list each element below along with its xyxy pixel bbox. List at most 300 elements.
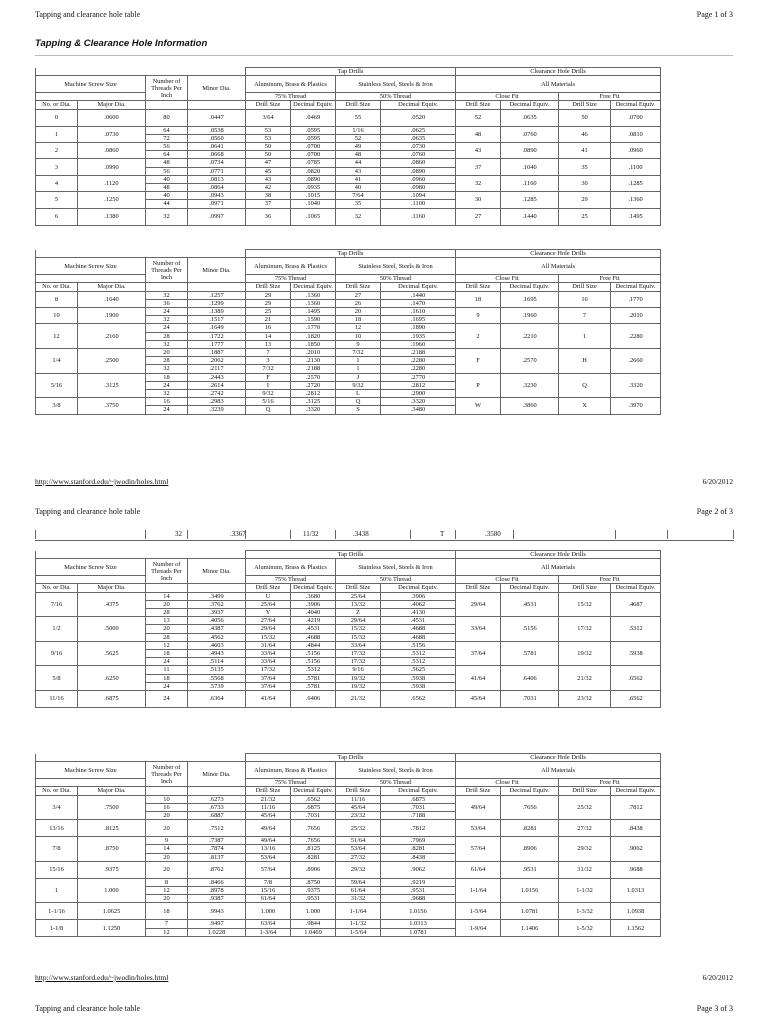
table-row (36, 903, 768, 920)
free-fit-drill-cell: 29/32 (559, 837, 611, 862)
threads-per-inch-cell: 40 (146, 175, 188, 183)
free-fit-drill-cell: 31/32 (559, 861, 611, 878)
close-fit-decimal-cell: .8281 (501, 820, 559, 837)
close-fit-drill-cell: 49/64 (456, 795, 501, 820)
decimal-50-cell: 1.0781 (381, 928, 456, 936)
free-fit-drill-cell: 1-1/32 (559, 878, 611, 903)
minor-dia-cell: .9943 (188, 903, 246, 920)
close-fit-decimal-cell: .2570 (501, 349, 559, 374)
free-fit-drill-cell: H (559, 349, 611, 374)
tap-drill-75-cell: 53 (246, 134, 291, 142)
free-fit-drill-cell: 1 (559, 324, 611, 349)
threads-per-inch-cell: 24 (146, 308, 188, 316)
table-row (36, 324, 768, 332)
decimal-75-cell: .0890 (291, 175, 336, 183)
decimal-50-cell: .1890 (381, 324, 456, 332)
tap-drill-50-cell: 19/32 (336, 674, 381, 682)
machine-screw-size-header: Machine Screw Size (36, 76, 146, 93)
decimal-75-cell: .7656 (291, 837, 336, 845)
minor-dia-header: Minor Dia. (188, 258, 246, 283)
hole-table-1 (35, 67, 768, 226)
decimal-75-cell: .9375 (291, 887, 336, 895)
screw-size-cell: 1/4 (36, 349, 78, 374)
decimal-equiv-header: Decimal Equiv. (291, 787, 336, 795)
decimal-50-cell: .4062 (381, 600, 456, 608)
header-blank (188, 283, 246, 291)
tap-drill-50-cell: 18 (336, 316, 381, 324)
threads-per-inch-cell: 10 (146, 795, 188, 803)
tap-drills-header: Tap Drills (246, 250, 456, 258)
table-row (36, 109, 768, 126)
screw-size-cell: 6 (36, 208, 78, 225)
page-number: Page 2 of 3 (696, 507, 733, 516)
minor-dia-cell: .9387 (188, 895, 246, 903)
minor-dia-cell: .9497 (188, 920, 246, 928)
table-row (36, 398, 768, 406)
close-fit-decimal-cell: .3860 (501, 398, 559, 414)
threads-per-inch-cell: 20 (146, 853, 188, 861)
close-fit-drill-cell: 37/64 (456, 641, 501, 666)
free-fit-decimal-cell: .3320 (611, 373, 661, 398)
close-fit-drill-cell: P (456, 373, 501, 398)
decimal-50-cell: .4688 (381, 625, 456, 633)
tap-drill-75-cell: 13/16 (246, 845, 291, 853)
decimal-equiv-header: Decimal Equiv. (381, 584, 456, 592)
decimal-75-cell: .4688 (291, 633, 336, 641)
major-dia-cell: .9375 (78, 861, 146, 878)
tap-drill-50-cell: 26 (336, 299, 381, 307)
header-row (36, 250, 768, 258)
tap-drill-50-cell: 11/16 (336, 795, 381, 803)
decimal-50-cell: .5938 (381, 674, 456, 682)
header-row (36, 762, 768, 779)
tap-drill-50-cell: Q (336, 398, 381, 406)
page-title: Tapping & Clearance Hole Information (35, 38, 208, 49)
minor-dia-cell: .0943 (188, 192, 246, 200)
tap-drill-50-cell: S (336, 406, 381, 414)
threads-per-inch-cell: 32 (146, 365, 188, 373)
decimal-50-cell: .6562 (381, 691, 456, 708)
decimal-equiv-header: Decimal Equiv. (501, 584, 559, 592)
tap-drill-75-cell: 36 (246, 208, 291, 225)
tap-drill-50-cell: 59/64 (336, 878, 381, 886)
tap-drill-75-cell: 38 (246, 192, 291, 200)
free-fit-decimal-cell: .6562 (611, 691, 661, 708)
tap-drill-75-cell: 47 (246, 159, 291, 167)
machine-screw-size-header: Machine Screw Size (36, 559, 146, 576)
carryover-tpi: 32 (175, 530, 182, 538)
close-fit-decimal-cell: 1.1406 (501, 920, 559, 936)
hole-table-3 (35, 550, 768, 708)
threads-per-inch-cell: 32 (146, 390, 188, 398)
close-fit-header: Close Fit (456, 275, 559, 283)
threads-per-inch-cell: 12 (146, 887, 188, 895)
screw-size-cell: 5/16 (36, 373, 78, 398)
close-fit-drill-cell: 48 (456, 126, 501, 142)
decimal-75-cell: .1360 (291, 299, 336, 307)
threads-per-inch-cell: 28 (146, 357, 188, 365)
minor-dia-cell: .8466 (188, 878, 246, 886)
minor-dia-cell: .4603 (188, 641, 246, 649)
tap-drill-50-cell: 25/64 (336, 592, 381, 600)
threads-per-inch-cell: 20 (146, 349, 188, 357)
free-fit-decimal-cell: .5312 (611, 617, 661, 642)
drill-size-header: Drill Size (246, 584, 291, 592)
free-fit-decimal-cell: .6562 (611, 666, 661, 691)
threads-per-inch-cell: 12 (146, 641, 188, 649)
tap-drill-75-cell: 11/16 (246, 803, 291, 811)
close-fit-decimal-cell: 1.0781 (501, 903, 559, 920)
decimal-75-cell: .5156 (291, 658, 336, 666)
tap-drill-50-cell: 31/32 (336, 895, 381, 903)
threads-per-inch-cell: 56 (146, 167, 188, 175)
aluminum-header: Aluminum, Brass & Plastics (246, 258, 336, 275)
screw-size-cell: 15/16 (36, 861, 78, 878)
tap-drill-50-cell: 9 (336, 340, 381, 348)
source-link[interactable]: http://www.stanford.edu/~jwodin/holes.html (35, 973, 169, 982)
tap-drill-75-cell: Q (246, 406, 291, 414)
tap-drill-50-cell: 23/32 (336, 812, 381, 820)
decimal-75-cell: 1.0469 (291, 928, 336, 936)
clearance-header: Clearance Hole Drills (456, 250, 661, 258)
threads-per-inch-cell: 20 (146, 895, 188, 903)
carryover-dec75: .3438 (353, 530, 369, 538)
decimal-50-cell: .0635 (381, 134, 456, 142)
close-fit-drill-cell: 52 (456, 109, 501, 126)
close-fit-decimal-cell: .0635 (501, 109, 559, 126)
close-fit-drill-cell: 41/64 (456, 666, 501, 691)
thread50-header: 50% Thread (336, 93, 456, 101)
all-materials-header: All Materials (456, 258, 661, 275)
threads-per-inch-cell: 28 (146, 332, 188, 340)
tap-drill-75-cell: 63/64 (246, 920, 291, 928)
free-fit-header: Free Fit (559, 576, 661, 584)
major-dia-cell: .1640 (78, 291, 146, 307)
minor-dia-cell: .0971 (188, 200, 246, 208)
tap-drill-75-cell: 25/64 (246, 600, 291, 608)
page-number: Page 3 of 3 (696, 1004, 733, 1013)
decimal-equiv-header: Decimal Equiv. (611, 101, 661, 109)
threads-per-inch-cell: 18 (146, 674, 188, 682)
tap-drill-50-cell: 29/64 (336, 617, 381, 625)
minor-dia-cell: .6364 (188, 691, 246, 708)
header-row (36, 787, 768, 795)
minor-dia-cell: .0641 (188, 143, 246, 151)
major-dia-cell: 1.000 (78, 878, 146, 903)
decimal-50-cell: .0760 (381, 151, 456, 159)
drill-size-header: Drill Size (246, 283, 291, 291)
minor-dia-cell: .7874 (188, 845, 246, 853)
minor-dia-header: Minor Dia. (188, 559, 246, 584)
decimal-50-cell: .2188 (381, 349, 456, 357)
tap-drill-75-cell: 5/16 (246, 398, 291, 406)
minor-dia-cell: .4562 (188, 633, 246, 641)
stainless-header: Stainless Steel, Steels & Iron (336, 762, 456, 779)
tap-drill-50-cell: J (336, 373, 381, 381)
decimal-50-cell: 1.0313 (381, 920, 456, 928)
drill-size-header: Drill Size (246, 101, 291, 109)
decimal-75-cell: .0700 (291, 143, 336, 151)
threads-per-inch-cell: 18 (146, 650, 188, 658)
tap-drill-50-cell: 7/64 (336, 192, 381, 200)
screw-size-cell: 5/8 (36, 666, 78, 691)
table-row (36, 666, 768, 674)
free-fit-decimal-cell: 1.1562 (611, 920, 661, 936)
minor-dia-cell: .1517 (188, 316, 246, 324)
threads-per-inch-cell: 24 (146, 691, 188, 708)
decimal-75-cell: .6406 (291, 691, 336, 708)
minor-dia-cell: .0864 (188, 184, 246, 192)
threads-per-inch-cell: 40 (146, 192, 188, 200)
table-row (36, 641, 768, 649)
clearance-header: Clearance Hole Drills (456, 68, 661, 76)
header-blank (36, 754, 246, 762)
thread50-header: 50% Thread (336, 275, 456, 283)
tap-drill-50-cell: 41 (336, 175, 381, 183)
minor-dia-cell: .2742 (188, 390, 246, 398)
tap-drill-75-cell: Y (246, 609, 291, 617)
decimal-75-cell: .3125 (291, 398, 336, 406)
major-dia-cell: .7500 (78, 795, 146, 820)
decimal-75-cell: .5312 (291, 666, 336, 674)
minor-dia-cell: 1.0228 (188, 928, 246, 936)
minor-dia-cell: .3499 (188, 592, 246, 600)
table-row (36, 308, 768, 316)
major-dia-cell: .4375 (78, 592, 146, 617)
tap-drill-50-cell: 20 (336, 308, 381, 316)
major-dia-cell: .8750 (78, 837, 146, 862)
minor-dia-cell: .8762 (188, 861, 246, 878)
header-blank (188, 584, 246, 592)
free-fit-drill-cell: 29 (559, 192, 611, 208)
header-blank (146, 101, 188, 109)
tap-drill-75-cell: 61/64 (246, 895, 291, 903)
decimal-75-cell: .1065 (291, 208, 336, 225)
tap-drill-50-cell: 7/32 (336, 349, 381, 357)
threads-per-inch-cell: 80 (146, 109, 188, 126)
decimal-equiv-header: Decimal Equiv. (611, 584, 661, 592)
tap-drill-75-cell: 53/64 (246, 853, 291, 861)
tap-drill-75-cell: U (246, 592, 291, 600)
decimal-75-cell: .2010 (291, 349, 336, 357)
decimal-50-cell: .0960 (381, 175, 456, 183)
major-dia-cell: .0730 (78, 126, 146, 142)
tap-drill-75-cell: 25 (246, 308, 291, 316)
decimal-50-cell: .4130 (381, 609, 456, 617)
decimal-75-cell: .6875 (291, 803, 336, 811)
screw-size-cell: 8 (36, 291, 78, 307)
tap-drill-50-cell: 27 (336, 291, 381, 299)
close-fit-decimal-cell: .8906 (501, 837, 559, 862)
free-fit-header: Free Fit (559, 779, 661, 787)
tap-drill-50-cell: 44 (336, 159, 381, 167)
free-fit-decimal-cell: .1360 (611, 192, 661, 208)
decimal-50-cell: .0625 (381, 126, 456, 134)
tap-drill-50-cell: 19/32 (336, 682, 381, 690)
free-fit-drill-cell: 16 (559, 291, 611, 307)
table-row (36, 920, 768, 928)
threads-per-inch-cell: 48 (146, 184, 188, 192)
close-fit-drill-cell: F (456, 349, 501, 374)
major-dia-cell: .1900 (78, 308, 146, 324)
print-date: 6/20/2012 (702, 477, 733, 486)
hole-table-2 (35, 249, 768, 415)
table-row (36, 861, 768, 878)
decimal-75-cell: .1040 (291, 200, 336, 208)
free-fit-decimal-cell: .1100 (611, 159, 661, 175)
close-fit-decimal-cell: .3230 (501, 373, 559, 398)
free-fit-decimal-cell: .2280 (611, 324, 661, 349)
thread75-header: 75% Thread (246, 275, 336, 283)
decimal-50-cell: .1960 (381, 340, 456, 348)
drill-size-header: Drill Size (456, 787, 501, 795)
tap-drill-50-cell: 27/32 (336, 853, 381, 861)
screw-size-cell: 10 (36, 308, 78, 324)
screw-size-cell: 7/8 (36, 837, 78, 862)
decimal-50-cell: .9531 (381, 887, 456, 895)
free-fit-header: Free Fit (559, 93, 661, 101)
tap-drill-75-cell: 29 (246, 299, 291, 307)
tap-drill-75-cell: 29 (246, 291, 291, 299)
close-fit-drill-cell: 30 (456, 192, 501, 208)
tap-drill-50-cell: 9/16 (336, 666, 381, 674)
decimal-75-cell: .7031 (291, 812, 336, 820)
free-fit-drill-cell: 17/32 (559, 617, 611, 642)
minor-dia-cell: .1887 (188, 349, 246, 357)
close-fit-decimal-cell: .7031 (501, 691, 559, 708)
decimal-75-cell: .8750 (291, 878, 336, 886)
major-dia-cell: .2160 (78, 324, 146, 349)
doc-title: Tapping and clearance hole table (35, 507, 141, 516)
header-row (36, 68, 768, 76)
table-row (36, 373, 768, 381)
tap-drill-50-cell: 52 (336, 134, 381, 142)
minor-dia-cell: .5568 (188, 674, 246, 682)
tap-drill-75-cell: 15/16 (246, 887, 291, 895)
threads-per-inch-cell: 20 (146, 625, 188, 633)
close-fit-decimal-cell: .5156 (501, 617, 559, 642)
tap-drill-50-cell: 51/64 (336, 837, 381, 845)
decimal-75-cell: .0700 (291, 151, 336, 159)
tap-drill-75-cell: 7/32 (246, 365, 291, 373)
header-row (36, 551, 768, 559)
decimal-75-cell: .8906 (291, 861, 336, 878)
decimal-75-cell: .2570 (291, 373, 336, 381)
tap-drills-header: Tap Drills (246, 754, 456, 762)
decimal-equiv-header: Decimal Equiv. (501, 283, 559, 291)
decimal-50-cell: .5312 (381, 650, 456, 658)
decimal-75-cell: .2188 (291, 365, 336, 373)
free-fit-decimal-cell: .3970 (611, 398, 661, 414)
screw-size-cell: 2 (36, 143, 78, 159)
decimal-equiv-header: Decimal Equiv. (611, 283, 661, 291)
screw-size-cell: 13/16 (36, 820, 78, 837)
free-fit-drill-cell: 1-3/32 (559, 903, 611, 920)
free-fit-drill-cell: 19/32 (559, 641, 611, 666)
tap-drill-75-cell: 1.000 (246, 903, 291, 920)
close-fit-drill-cell: 53/64 (456, 820, 501, 837)
decimal-50-cell: .1094 (381, 192, 456, 200)
decimal-equiv-header: Decimal Equiv. (381, 101, 456, 109)
major-dia-header: Major Dia. (78, 787, 146, 795)
free-fit-drill-cell: 21/32 (559, 666, 611, 691)
source-link[interactable]: http://www.stanford.edu/~jwodin/holes.html (35, 477, 169, 486)
tap-drill-75-cell: 42 (246, 184, 291, 192)
tap-drill-50-cell: 15/32 (336, 625, 381, 633)
tap-drill-75-cell: 29/64 (246, 625, 291, 633)
close-fit-drill-cell: 32 (456, 175, 501, 191)
screw-size-cell: 11/16 (36, 691, 78, 708)
minor-dia-cell: .6273 (188, 795, 246, 803)
threads-per-inch-cell: 12 (146, 928, 188, 936)
close-fit-decimal-cell: .0760 (501, 126, 559, 142)
tap-drill-50-cell: 25/32 (336, 820, 381, 837)
free-fit-header: Free Fit (559, 275, 661, 283)
tap-drill-50-cell: 1-5/64 (336, 928, 381, 936)
thread75-header: 75% Thread (246, 93, 336, 101)
decimal-50-cell: .1100 (381, 200, 456, 208)
threads-per-inch-cell: 32 (146, 316, 188, 324)
tap-drill-50-cell: 53/64 (336, 845, 381, 853)
decimal-75-cell: .4531 (291, 625, 336, 633)
decimal-50-cell: .4531 (381, 617, 456, 625)
decimal-75-cell: .8281 (291, 853, 336, 861)
major-dia-cell: 1.0625 (78, 903, 146, 920)
decimal-50-cell: .0980 (381, 184, 456, 192)
decimal-equiv-header: Decimal Equiv. (291, 584, 336, 592)
close-fit-decimal-cell: .1285 (501, 192, 559, 208)
close-fit-decimal-cell: 1.0156 (501, 878, 559, 903)
free-fit-decimal-cell: .1285 (611, 175, 661, 191)
drill-size-header: Drill Size (559, 101, 611, 109)
drill-size-header: Drill Size (456, 283, 501, 291)
major-dia-header: Major Dia. (78, 101, 146, 109)
major-dia-cell: .8125 (78, 820, 146, 837)
threads-per-inch-cell: 36 (146, 299, 188, 307)
tap-drill-75-cell: 43 (246, 175, 291, 183)
minor-dia-cell: .0734 (188, 159, 246, 167)
header-row (36, 576, 768, 584)
minor-dia-cell: .1257 (188, 291, 246, 299)
minor-dia-cell: .0447 (188, 109, 246, 126)
decimal-50-cell: .9219 (381, 878, 456, 886)
threads-per-inch-cell: 16 (146, 803, 188, 811)
free-fit-decimal-cell: .2010 (611, 308, 661, 324)
threads-per-inch-cell: 7 (146, 920, 188, 928)
decimal-50-cell: .1610 (381, 308, 456, 316)
screw-size-cell: 9/16 (36, 641, 78, 666)
drill-size-header: Drill Size (456, 101, 501, 109)
tap-drill-50-cell: 48 (336, 151, 381, 159)
major-dia-cell: .6250 (78, 666, 146, 691)
minor-dia-cell: .0997 (188, 208, 246, 225)
minor-dia-cell: .0771 (188, 167, 246, 175)
major-dia-cell: .2500 (78, 349, 146, 374)
header-blank (146, 584, 188, 592)
screw-size-cell: 4 (36, 175, 78, 191)
table-row (36, 175, 768, 183)
minor-dia-cell: .2983 (188, 398, 246, 406)
minor-dia-cell: .0538 (188, 126, 246, 134)
decimal-75-cell: .0785 (291, 159, 336, 167)
screw-size-cell: 1/2 (36, 617, 78, 642)
close-fit-drill-cell: 57/64 (456, 837, 501, 862)
tap-drill-75-cell: 7/8 (246, 878, 291, 886)
decimal-50-cell: .3480 (381, 406, 456, 414)
tap-drill-50-cell: 45/64 (336, 803, 381, 811)
decimal-50-cell: .7188 (381, 812, 456, 820)
thread50-header: 50% Thread (336, 779, 456, 787)
